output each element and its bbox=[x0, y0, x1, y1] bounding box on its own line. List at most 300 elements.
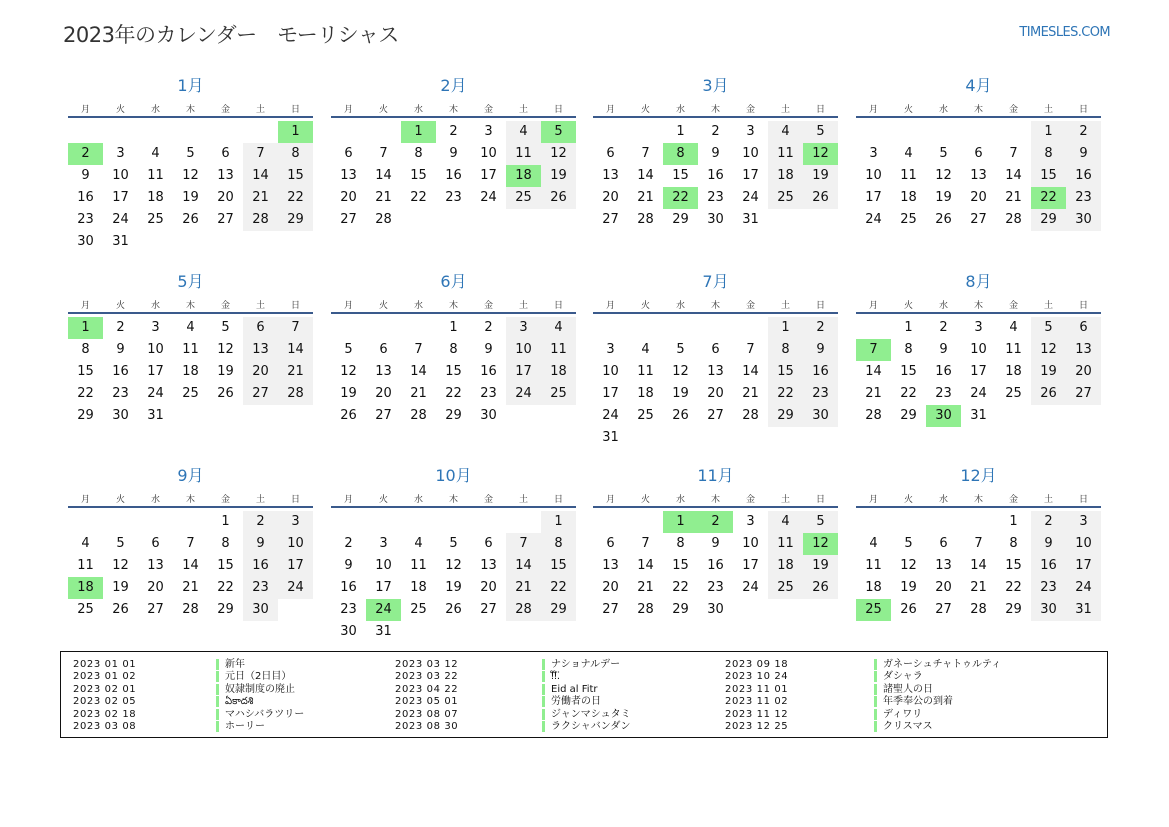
day-cell: 19 bbox=[340, 386, 357, 401]
day-cell: 26 bbox=[803, 577, 838, 599]
day-cell: 11 bbox=[637, 364, 654, 379]
header-divider bbox=[593, 312, 838, 314]
day-cell: 17 bbox=[742, 168, 759, 183]
weekday-label: 金 bbox=[1008, 105, 1018, 115]
day-cell: 21 bbox=[410, 386, 427, 401]
day-cell: 22 bbox=[1005, 580, 1022, 595]
holiday-day-cell: 18 bbox=[506, 165, 541, 187]
weekday-label: 日 bbox=[1078, 495, 1088, 505]
day-cell: 23 bbox=[707, 580, 724, 595]
day-cell: 15 bbox=[445, 364, 462, 379]
holiday-date: 2023 11 12 bbox=[725, 708, 789, 720]
holiday-date: 2023 11 01 bbox=[725, 683, 789, 695]
day-cell: 5 bbox=[676, 342, 685, 357]
day-cell: 18 bbox=[768, 555, 803, 577]
day-cell: 31 bbox=[1066, 599, 1101, 621]
day-cell: 7 bbox=[641, 536, 650, 551]
day-cell: 3 bbox=[1066, 511, 1101, 533]
day-cell: 24 bbox=[112, 212, 129, 227]
day-cell: 2 bbox=[484, 320, 493, 335]
day-cell: 20 bbox=[147, 580, 164, 595]
day-cell: 4 bbox=[1009, 320, 1018, 335]
day-cell: 18 bbox=[1005, 364, 1022, 379]
day-cell: 11 bbox=[768, 143, 803, 165]
weekday-label: 日 bbox=[553, 301, 563, 311]
day-cell: 27 bbox=[970, 212, 987, 227]
day-cell: 28 bbox=[637, 212, 654, 227]
day-cell: 4 bbox=[541, 317, 576, 339]
day-cell: 13 bbox=[340, 168, 357, 183]
day-cell: 19 bbox=[1031, 361, 1066, 383]
day-cell: 11 bbox=[77, 558, 94, 573]
day-cell: 19 bbox=[935, 190, 952, 205]
holiday-name: ガネーシュチャトゥルティ bbox=[874, 659, 1001, 670]
day-cell: 20 bbox=[480, 580, 497, 595]
day-cell: 10 bbox=[480, 146, 497, 161]
day-cell: 25 bbox=[506, 187, 541, 209]
holiday-legend bbox=[60, 651, 1108, 738]
day-cell: 30 bbox=[480, 408, 497, 423]
day-cell: 17 bbox=[480, 168, 497, 183]
day-cell: 18 bbox=[541, 361, 576, 383]
day-cell: 17 bbox=[375, 580, 392, 595]
weekday-label: 水 bbox=[150, 105, 160, 115]
day-cell: 10 bbox=[375, 558, 392, 573]
day-cell: 8 bbox=[414, 146, 423, 161]
weekday-label: 日 bbox=[553, 105, 563, 115]
weekday-label: 火 bbox=[378, 495, 388, 505]
day-cell: 28 bbox=[182, 602, 199, 617]
day-cell: 16 bbox=[803, 361, 838, 383]
day-cell: 26 bbox=[1031, 383, 1066, 405]
day-cell: 15 bbox=[768, 361, 803, 383]
holiday-name: ディワリ bbox=[874, 709, 922, 720]
day-cell: 15 bbox=[1005, 558, 1022, 573]
weekday-label: 火 bbox=[903, 495, 913, 505]
holiday-name: ラクシャバンダン bbox=[542, 721, 631, 732]
day-cell: 5 bbox=[116, 536, 125, 551]
holiday-day-cell: 1 bbox=[401, 121, 436, 143]
day-cell: 7 bbox=[414, 342, 423, 357]
day-cell: 21 bbox=[637, 190, 654, 205]
day-cell: 14 bbox=[1005, 168, 1022, 183]
day-cell: 17 bbox=[742, 558, 759, 573]
weekday-label: 金 bbox=[745, 105, 755, 115]
day-cell: 27 bbox=[1066, 383, 1101, 405]
day-cell: 13 bbox=[217, 168, 234, 183]
weekday-label: 水 bbox=[938, 495, 948, 505]
weekday-label: 木 bbox=[185, 301, 195, 311]
day-cell: 28 bbox=[865, 408, 882, 423]
weekday-label: 火 bbox=[640, 301, 650, 311]
day-cell: 25 bbox=[768, 187, 803, 209]
weekday-label: 日 bbox=[553, 495, 563, 505]
weekday-label: 金 bbox=[745, 301, 755, 311]
day-cell: 8 bbox=[1031, 143, 1066, 165]
day-cell: 25 bbox=[637, 408, 654, 423]
weekday-label: 土 bbox=[255, 301, 265, 311]
holiday-day-cell: 22 bbox=[1031, 187, 1066, 209]
weekday-label: 水 bbox=[150, 301, 160, 311]
holiday-name: 元日（2日目） bbox=[216, 671, 291, 682]
day-cell: 11 bbox=[865, 558, 882, 573]
day-cell: 23 bbox=[112, 386, 129, 401]
day-cell: 7 bbox=[186, 536, 195, 551]
holiday-name: 奴隷制度の廃止 bbox=[216, 684, 295, 695]
day-cell: 31 bbox=[602, 430, 619, 445]
day-cell: 22 bbox=[77, 386, 94, 401]
day-cell: 25 bbox=[541, 383, 576, 405]
holiday-day-cell: 22 bbox=[663, 187, 698, 209]
day-cell: 4 bbox=[904, 146, 913, 161]
weekday-label: 木 bbox=[185, 495, 195, 505]
day-cell: 6 bbox=[151, 536, 160, 551]
weekday-label: 日 bbox=[290, 495, 300, 505]
day-cell: 11 bbox=[768, 533, 803, 555]
day-cell: 9 bbox=[711, 536, 720, 551]
holiday-date: 2023 05 01 bbox=[395, 696, 459, 708]
day-cell: 13 bbox=[707, 364, 724, 379]
day-cell: 20 bbox=[707, 386, 724, 401]
weekday-label: 土 bbox=[1043, 105, 1053, 115]
day-cell: 31 bbox=[112, 234, 129, 249]
day-cell: 6 bbox=[243, 317, 278, 339]
day-cell: 23 bbox=[480, 386, 497, 401]
day-cell: 25 bbox=[900, 212, 917, 227]
month-name: 8月 bbox=[965, 272, 992, 291]
day-cell: 30 bbox=[243, 599, 278, 621]
day-cell: 6 bbox=[379, 342, 388, 357]
holiday-day-cell: 12 bbox=[803, 533, 838, 555]
day-cell: 14 bbox=[637, 558, 654, 573]
weekday-label: 木 bbox=[710, 301, 720, 311]
weekday-label: 土 bbox=[255, 105, 265, 115]
day-cell: 3 bbox=[869, 146, 878, 161]
day-cell: 22 bbox=[672, 580, 689, 595]
header-divider bbox=[331, 116, 576, 118]
holiday-day-cell: 18 bbox=[68, 577, 103, 599]
weekday-label: 土 bbox=[1043, 495, 1053, 505]
holiday-date: 2023 09 18 bbox=[725, 659, 789, 670]
day-cell: 5 bbox=[186, 146, 195, 161]
day-cell: 19 bbox=[672, 386, 689, 401]
day-cell: 6 bbox=[939, 536, 948, 551]
month-name: 9月 bbox=[177, 466, 204, 485]
day-cell: 6 bbox=[711, 342, 720, 357]
day-cell: 22 bbox=[900, 386, 917, 401]
day-cell: 16 bbox=[445, 168, 462, 183]
weekday-label: 金 bbox=[483, 105, 493, 115]
day-cell: 10 bbox=[112, 168, 129, 183]
holiday-date: 2023 03 12 bbox=[395, 659, 459, 670]
weekday-label: 木 bbox=[973, 301, 983, 311]
day-cell: 15 bbox=[541, 555, 576, 577]
holiday-name: マハシバラツリー bbox=[216, 709, 304, 720]
day-cell: 1 bbox=[221, 514, 230, 529]
day-cell: 8 bbox=[904, 342, 913, 357]
day-cell: 21 bbox=[1005, 190, 1022, 205]
weekday-label: 月 bbox=[605, 105, 615, 115]
day-cell: 4 bbox=[641, 342, 650, 357]
day-cell: 16 bbox=[243, 555, 278, 577]
holiday-name: 労働者の日 bbox=[542, 696, 601, 707]
day-cell: 26 bbox=[935, 212, 952, 227]
weekday-label: 月 bbox=[343, 301, 353, 311]
day-cell: 28 bbox=[1005, 212, 1022, 227]
day-cell: 3 bbox=[278, 511, 313, 533]
day-cell: 2 bbox=[1031, 511, 1066, 533]
holiday-date: 2023 01 01 bbox=[73, 659, 137, 670]
day-cell: 14 bbox=[506, 555, 541, 577]
month-name: 1月 bbox=[177, 76, 204, 95]
day-cell: 13 bbox=[602, 558, 619, 573]
weekday-label: 木 bbox=[710, 495, 720, 505]
day-cell: 11 bbox=[506, 143, 541, 165]
holiday-date: 2023 02 01 bbox=[73, 683, 137, 695]
day-cell: 15 bbox=[1031, 165, 1066, 187]
day-cell: 19 bbox=[803, 555, 838, 577]
day-cell: 26 bbox=[182, 212, 199, 227]
day-cell: 8 bbox=[81, 342, 90, 357]
header-divider bbox=[856, 116, 1101, 118]
day-cell: 8 bbox=[278, 143, 313, 165]
weekday-label: 金 bbox=[483, 495, 493, 505]
day-cell: 16 bbox=[112, 364, 129, 379]
weekday-label: 金 bbox=[220, 301, 230, 311]
day-cell: 1 bbox=[1031, 121, 1066, 143]
weekday-label: 水 bbox=[413, 105, 423, 115]
day-cell: 27 bbox=[602, 212, 619, 227]
day-cell: 10 bbox=[506, 339, 541, 361]
day-cell: 21 bbox=[243, 187, 278, 209]
day-cell: 9 bbox=[711, 146, 720, 161]
holiday-name: クリスマス bbox=[874, 721, 933, 732]
day-cell: 20 bbox=[602, 190, 619, 205]
day-cell: 11 bbox=[182, 342, 199, 357]
day-cell: 27 bbox=[217, 212, 234, 227]
day-cell: 6 bbox=[1066, 317, 1101, 339]
weekday-label: 金 bbox=[220, 105, 230, 115]
day-cell: 28 bbox=[506, 599, 541, 621]
day-cell: 2 bbox=[711, 124, 720, 139]
day-cell: 10 bbox=[1066, 533, 1101, 555]
day-cell: 30 bbox=[707, 602, 724, 617]
weekday-label: 月 bbox=[868, 495, 878, 505]
day-cell: 14 bbox=[243, 165, 278, 187]
day-cell: 20 bbox=[935, 580, 952, 595]
weekday-label: 水 bbox=[675, 495, 685, 505]
day-cell: 6 bbox=[974, 146, 983, 161]
day-cell: 19 bbox=[112, 580, 129, 595]
day-cell: 1 bbox=[541, 511, 576, 533]
day-cell: 19 bbox=[541, 165, 576, 187]
day-cell: 2 bbox=[116, 320, 125, 335]
day-cell: 20 bbox=[375, 386, 392, 401]
header-divider bbox=[856, 506, 1101, 508]
day-cell: 9 bbox=[1031, 533, 1066, 555]
day-cell: 22 bbox=[410, 190, 427, 205]
day-cell: 8 bbox=[1009, 536, 1018, 551]
day-cell: 17 bbox=[1066, 555, 1101, 577]
day-cell: 9 bbox=[81, 168, 90, 183]
day-cell: 21 bbox=[375, 190, 392, 205]
day-cell: 4 bbox=[506, 121, 541, 143]
day-cell: 16 bbox=[1066, 165, 1101, 187]
day-cell: 15 bbox=[77, 364, 94, 379]
day-cell: 20 bbox=[217, 190, 234, 205]
day-cell: 23 bbox=[935, 386, 952, 401]
month-name: 12月 bbox=[960, 466, 997, 485]
header-divider bbox=[331, 506, 576, 508]
holiday-name: ǃ̊ǃ̊.̈ bbox=[542, 671, 560, 682]
day-cell: 7 bbox=[379, 146, 388, 161]
day-cell: 16 bbox=[935, 364, 952, 379]
day-cell: 20 bbox=[243, 361, 278, 383]
day-cell: 28 bbox=[970, 602, 987, 617]
weekday-label: 月 bbox=[343, 105, 353, 115]
day-cell: 26 bbox=[803, 187, 838, 209]
day-cell: 18 bbox=[865, 580, 882, 595]
day-cell: 29 bbox=[541, 599, 576, 621]
day-cell: 6 bbox=[606, 146, 615, 161]
day-cell: 2 bbox=[1066, 121, 1101, 143]
weekday-label: 日 bbox=[815, 105, 825, 115]
day-cell: 5 bbox=[803, 121, 838, 143]
site-name[interactable]: TIMESLES.COM bbox=[1019, 25, 1110, 40]
day-cell: 1 bbox=[768, 317, 803, 339]
day-cell: 7 bbox=[641, 146, 650, 161]
day-cell: 30 bbox=[707, 212, 724, 227]
day-cell: 29 bbox=[445, 408, 462, 423]
day-cell: 19 bbox=[217, 364, 234, 379]
day-cell: 2 bbox=[449, 124, 458, 139]
weekday-label: 日 bbox=[1078, 301, 1088, 311]
day-cell: 13 bbox=[480, 558, 497, 573]
day-cell: 13 bbox=[147, 558, 164, 573]
day-cell: 5 bbox=[1031, 317, 1066, 339]
day-cell: 12 bbox=[541, 143, 576, 165]
day-cell: 15 bbox=[278, 165, 313, 187]
day-cell: 19 bbox=[182, 190, 199, 205]
day-cell: 22 bbox=[445, 386, 462, 401]
day-cell: 25 bbox=[182, 386, 199, 401]
day-cell: 31 bbox=[375, 624, 392, 639]
holiday-name: 新年 bbox=[216, 659, 245, 670]
day-cell: 11 bbox=[410, 558, 427, 573]
day-cell: 21 bbox=[182, 580, 199, 595]
day-cell: 16 bbox=[1031, 555, 1066, 577]
day-cell: 7 bbox=[1009, 146, 1018, 161]
holiday-day-cell: 12 bbox=[803, 143, 838, 165]
day-cell: 12 bbox=[182, 168, 199, 183]
day-cell: 4 bbox=[869, 536, 878, 551]
header-divider bbox=[593, 116, 838, 118]
day-cell: 29 bbox=[1005, 602, 1022, 617]
day-cell: 14 bbox=[970, 558, 987, 573]
day-cell: 11 bbox=[541, 339, 576, 361]
holiday-name: ホーリー bbox=[216, 721, 265, 732]
day-cell: 18 bbox=[147, 190, 164, 205]
holiday-name: Eid al Fitr bbox=[542, 684, 598, 695]
day-cell: 27 bbox=[707, 408, 724, 423]
day-cell: 12 bbox=[935, 168, 952, 183]
day-cell: 12 bbox=[112, 558, 129, 573]
day-cell: 9 bbox=[803, 339, 838, 361]
day-cell: 4 bbox=[768, 121, 803, 143]
month-name: 7月 bbox=[702, 272, 729, 291]
day-cell: 24 bbox=[970, 386, 987, 401]
day-cell: 30 bbox=[340, 624, 357, 639]
header-divider bbox=[68, 312, 313, 314]
day-cell: 23 bbox=[803, 383, 838, 405]
day-cell: 21 bbox=[637, 580, 654, 595]
day-cell: 20 bbox=[1066, 361, 1101, 383]
day-cell: 15 bbox=[217, 558, 234, 573]
weekday-label: 火 bbox=[115, 495, 125, 505]
day-cell: 11 bbox=[147, 168, 164, 183]
weekday-label: 土 bbox=[518, 301, 528, 311]
day-cell: 7 bbox=[243, 143, 278, 165]
day-cell: 23 bbox=[243, 577, 278, 599]
holiday-date: 2023 08 30 bbox=[395, 721, 459, 732]
day-cell: 22 bbox=[278, 187, 313, 209]
holiday-day-cell: 1 bbox=[663, 511, 698, 533]
day-cell: 25 bbox=[77, 602, 94, 617]
holiday-day-cell: 30 bbox=[926, 405, 961, 427]
holiday-date: 2023 11 02 bbox=[725, 696, 789, 708]
weekday-label: 木 bbox=[973, 495, 983, 505]
day-cell: 6 bbox=[484, 536, 493, 551]
holiday-name: ナショナルデー bbox=[542, 659, 620, 670]
day-cell: 27 bbox=[375, 408, 392, 423]
day-cell: 28 bbox=[243, 209, 278, 231]
day-cell: 24 bbox=[480, 190, 497, 205]
day-cell: 10 bbox=[970, 342, 987, 357]
day-cell: 28 bbox=[278, 383, 313, 405]
weekday-label: 火 bbox=[640, 495, 650, 505]
weekday-label: 木 bbox=[448, 301, 458, 311]
day-cell: 2 bbox=[344, 536, 353, 551]
day-cell: 8 bbox=[221, 536, 230, 551]
day-cell: 24 bbox=[278, 577, 313, 599]
holiday-day-cell: 1 bbox=[68, 317, 103, 339]
day-cell: 25 bbox=[410, 602, 427, 617]
day-cell: 12 bbox=[1031, 339, 1066, 361]
weekday-label: 水 bbox=[938, 301, 948, 311]
weekday-label: 日 bbox=[1078, 105, 1088, 115]
day-cell: 16 bbox=[480, 364, 497, 379]
day-cell: 3 bbox=[116, 146, 125, 161]
day-cell: 5 bbox=[221, 320, 230, 335]
day-cell: 23 bbox=[445, 190, 462, 205]
day-cell: 7 bbox=[746, 342, 755, 357]
holiday-name: ダシャラ bbox=[874, 671, 923, 682]
day-cell: 11 bbox=[1005, 342, 1022, 357]
day-cell: 5 bbox=[939, 146, 948, 161]
day-cell: 10 bbox=[742, 536, 759, 551]
day-cell: 1 bbox=[1009, 514, 1018, 529]
day-cell: 24 bbox=[602, 408, 619, 423]
day-cell: 29 bbox=[217, 602, 234, 617]
header-divider bbox=[331, 312, 576, 314]
holiday-date: 2023 03 22 bbox=[395, 671, 459, 683]
day-cell: 29 bbox=[77, 408, 94, 423]
day-cell: 21 bbox=[742, 386, 759, 401]
day-cell: 30 bbox=[1066, 209, 1101, 231]
day-cell: 26 bbox=[112, 602, 129, 617]
day-cell: 24 bbox=[506, 383, 541, 405]
month-name: 4月 bbox=[965, 76, 992, 95]
